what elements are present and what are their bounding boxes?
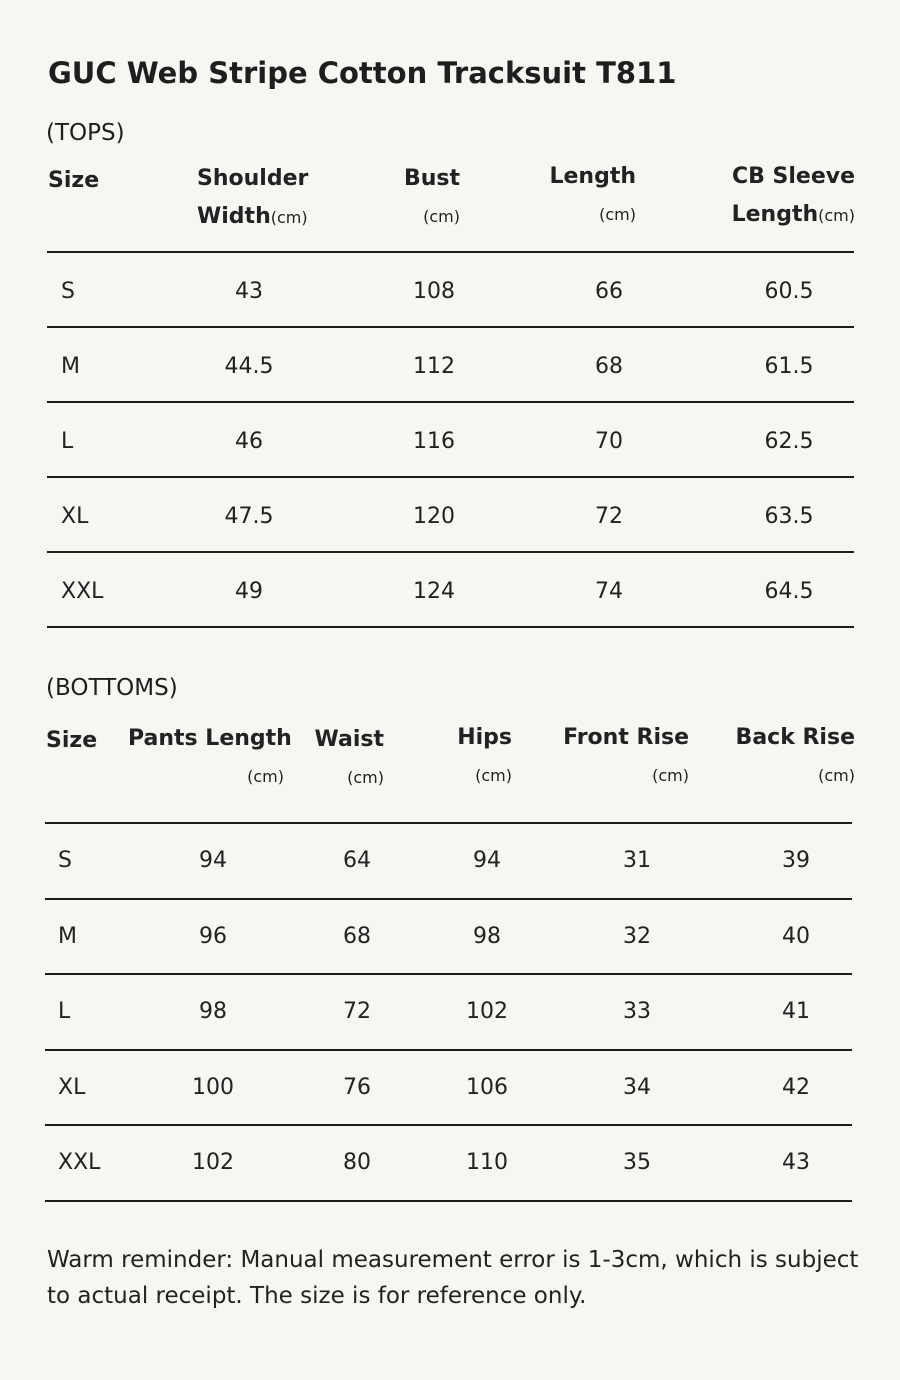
bottoms-cell-waist: 68 [343,923,371,949]
bottoms-cell-size: XL [58,1074,86,1100]
tops-cell-size: XL [61,504,89,529]
tops-row-divider [47,551,854,553]
bottoms-row-divider [45,1124,852,1126]
bottoms-cell-size: L [58,999,71,1024]
tops-cell-bust: 108 [413,279,455,304]
tops-header-length: Length (cm) [549,164,636,224]
tops-row-divider [47,626,854,628]
bottoms-header-size: Size [46,728,98,753]
bottoms-row-divider [45,973,852,975]
bottoms-row-divider [45,898,852,900]
bottoms-cell-waist: 64 [343,848,371,873]
tops-cell-size: XXL [61,579,104,604]
bottoms-cell-front-rise: 33 [623,999,651,1024]
bottoms-header-hips: Hips (cm) [457,725,512,785]
tops-header-divider [47,251,854,253]
bottoms-cell-hips: 110 [466,1150,508,1175]
tops-row-divider [47,401,854,403]
tops-row-divider [47,476,854,478]
tops-cell-size: L [61,429,74,454]
tops-cell-shoulder: 43 [235,279,263,304]
bottoms-cell-back-rise: 39 [782,848,810,873]
tops-section-label: (TOPS) [46,120,125,146]
bottoms-row-divider [45,1049,852,1051]
tops-header-cb-sleeve-length: CB Sleeve Length(cm) [731,164,855,227]
tops-cell-size: M [61,354,80,379]
bottoms-header-front-rise: Front Rise (cm) [563,725,689,785]
tops-header-shoulder-width: Shoulder Width(cm) [197,166,309,229]
tops-cell-sleeve: 61.5 [764,354,814,379]
bottoms-cell-pants-length: 100 [192,1074,234,1100]
bottoms-cell-waist: 72 [343,999,371,1024]
tops-cell-bust: 116 [413,429,455,454]
bottoms-cell-size: XXL [58,1150,101,1175]
tops-cell-shoulder: 44.5 [224,354,274,379]
bottoms-cell-size: M [58,923,77,949]
bottoms-cell-hips: 106 [466,1074,508,1100]
tops-cell-length: 72 [595,504,623,529]
bottoms-cell-pants-length: 102 [192,1150,234,1175]
tops-header-size: Size [48,168,100,193]
tops-cell-bust: 112 [413,354,455,379]
tops-header-bust: Bust (cm) [403,166,460,226]
tops-cell-sleeve: 63.5 [764,504,814,529]
bottoms-cell-back-rise: 41 [782,999,810,1024]
bottoms-header-pants-length: Pants Length (cm) [128,726,292,786]
tops-cell-sleeve: 64.5 [764,579,814,604]
bottoms-header-waist: Waist (cm) [314,727,384,787]
tops-cell-shoulder: 49 [235,579,263,604]
tops-cell-bust: 120 [413,504,455,529]
bottoms-cell-front-rise: 31 [623,848,651,873]
bottoms-cell-waist: 76 [343,1074,371,1100]
bottoms-cell-hips: 98 [473,923,501,949]
tops-cell-length: 66 [595,279,623,304]
bottoms-cell-waist: 80 [343,1150,371,1175]
bottoms-cell-front-rise: 35 [623,1150,651,1175]
warm-reminder-note: Warm reminder: Manual measurement error is 1-3cm, which is subject to actual receipt. The size is for reference only. [47,1247,859,1309]
bottoms-cell-pants-length: 98 [199,999,227,1024]
page-title: GUC Web Stripe Cotton Tracksuit T811 [48,56,677,90]
bottoms-cell-back-rise: 42 [782,1074,810,1100]
bottoms-cell-hips: 102 [466,999,508,1024]
tops-cell-size: S [61,279,75,304]
bottoms-cell-pants-length: 96 [199,923,227,949]
bottoms-cell-pants-length: 94 [199,848,227,873]
tops-cell-bust: 124 [413,579,455,604]
tops-cell-shoulder: 46 [235,429,263,454]
bottoms-cell-hips: 94 [473,848,501,873]
bottoms-section-label: (BOTTOMS) [46,675,178,701]
bottoms-cell-back-rise: 40 [782,923,810,949]
tops-cell-length: 68 [595,354,623,379]
tops-cell-length: 70 [595,429,623,454]
tops-cell-sleeve: 62.5 [764,429,814,454]
tops-cell-shoulder: 47.5 [224,504,274,529]
bottoms-row-divider [45,1200,852,1202]
bottoms-header-back-rise: Back Rise (cm) [735,725,855,785]
tops-row-divider [47,326,854,328]
bottoms-header-divider [45,822,852,824]
bottoms-cell-size: S [58,848,72,873]
bottoms-cell-front-rise: 34 [623,1074,651,1100]
tops-cell-sleeve: 60.5 [764,279,814,304]
bottoms-cell-back-rise: 43 [782,1150,810,1175]
bottoms-cell-front-rise: 32 [623,923,651,949]
tops-cell-length: 74 [595,579,623,604]
